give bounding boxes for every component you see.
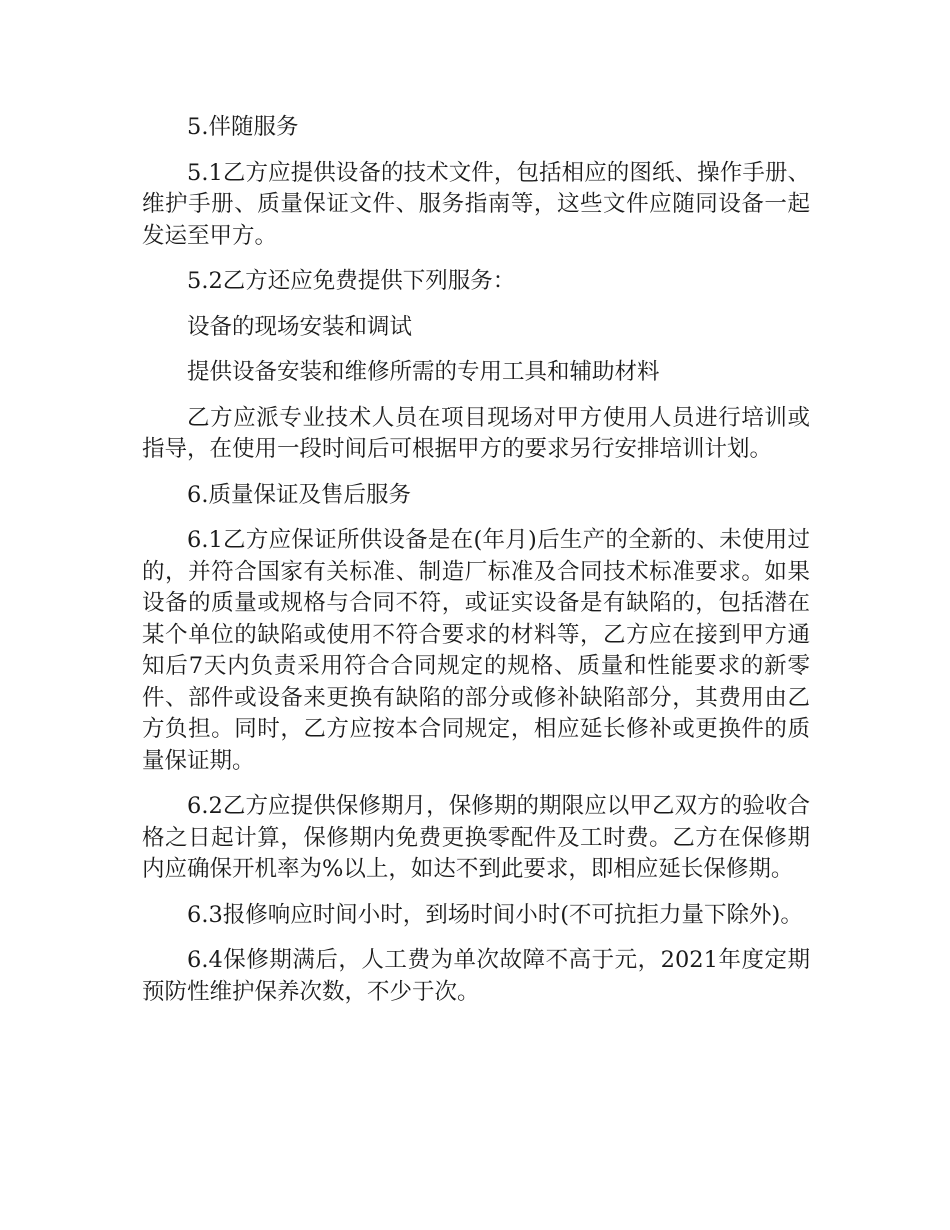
- clause-5-2: 5.2乙方还应免费提供下列服务：: [187, 268, 516, 294]
- service-item-installation: 设备的现场安装和调试: [187, 313, 413, 340]
- training-paragraph: 乙方应派专业技术人员在项目现场对甲方使用人员进行培训或指导，在使用一段时间后可根据甲方的要求另行安排培训计划。: [142, 404, 810, 462]
- heading-accompanying-services: 5.伴随服务: [187, 114, 299, 140]
- clause-6-4: 6.4保修期满后，人工费为单次故障不高于元，2021年度定期预防性维护保养次数，不少于次。: [142, 947, 810, 1005]
- service-item-tools: 提供设备安装和维修所需的专用工具和辅助材料: [187, 359, 660, 385]
- clause-6-2: 6.2乙方应提供保修期月，保修期的期限应以甲乙双方的验收合格之日起计算，保修期内免费更换零配件及工时费。乙方在保修期内应确保开机率为%以上，如达不到此要求，即相应延长保修期。: [142, 793, 810, 882]
- document-page: [142, 112, 810, 1022]
- clause-5-1: 5.1乙方应提供设备的技术文件，包括相应的图纸、操作手册、维护手册、质量保证文件、服务指南等，这些文件应随同设备一起发运至甲方。: [142, 159, 810, 249]
- heading-quality-assurance: 6.质量保证及售后服务: [187, 481, 411, 508]
- clause-6-1: 6.1乙方应保证所供设备是在(年月)后生产的全新的、未使用过的，并符合国家有关标准、制造厂标准及合同技术标准要求。如果设备的质量或规格与合同不符，或证实设备是有缺陷的，包括潜在某个单位的缺陷或使用不符合要求的材料等，乙方应在接到甲方通知后7天内负责采用符合合同规定的规格、质量和性能要求的新零件、部件或设备来更换有缺陷的部分或修补缺陷部分，其费用由乙方负担。同时，乙方应按本合同规定，相应延长修补或更换件的质量保证期。: [142, 527, 810, 774]
- clause-6-3: 6.3报修响应时间小时，到场时间小时(不可抗拒力量下除外)。: [187, 901, 803, 928]
